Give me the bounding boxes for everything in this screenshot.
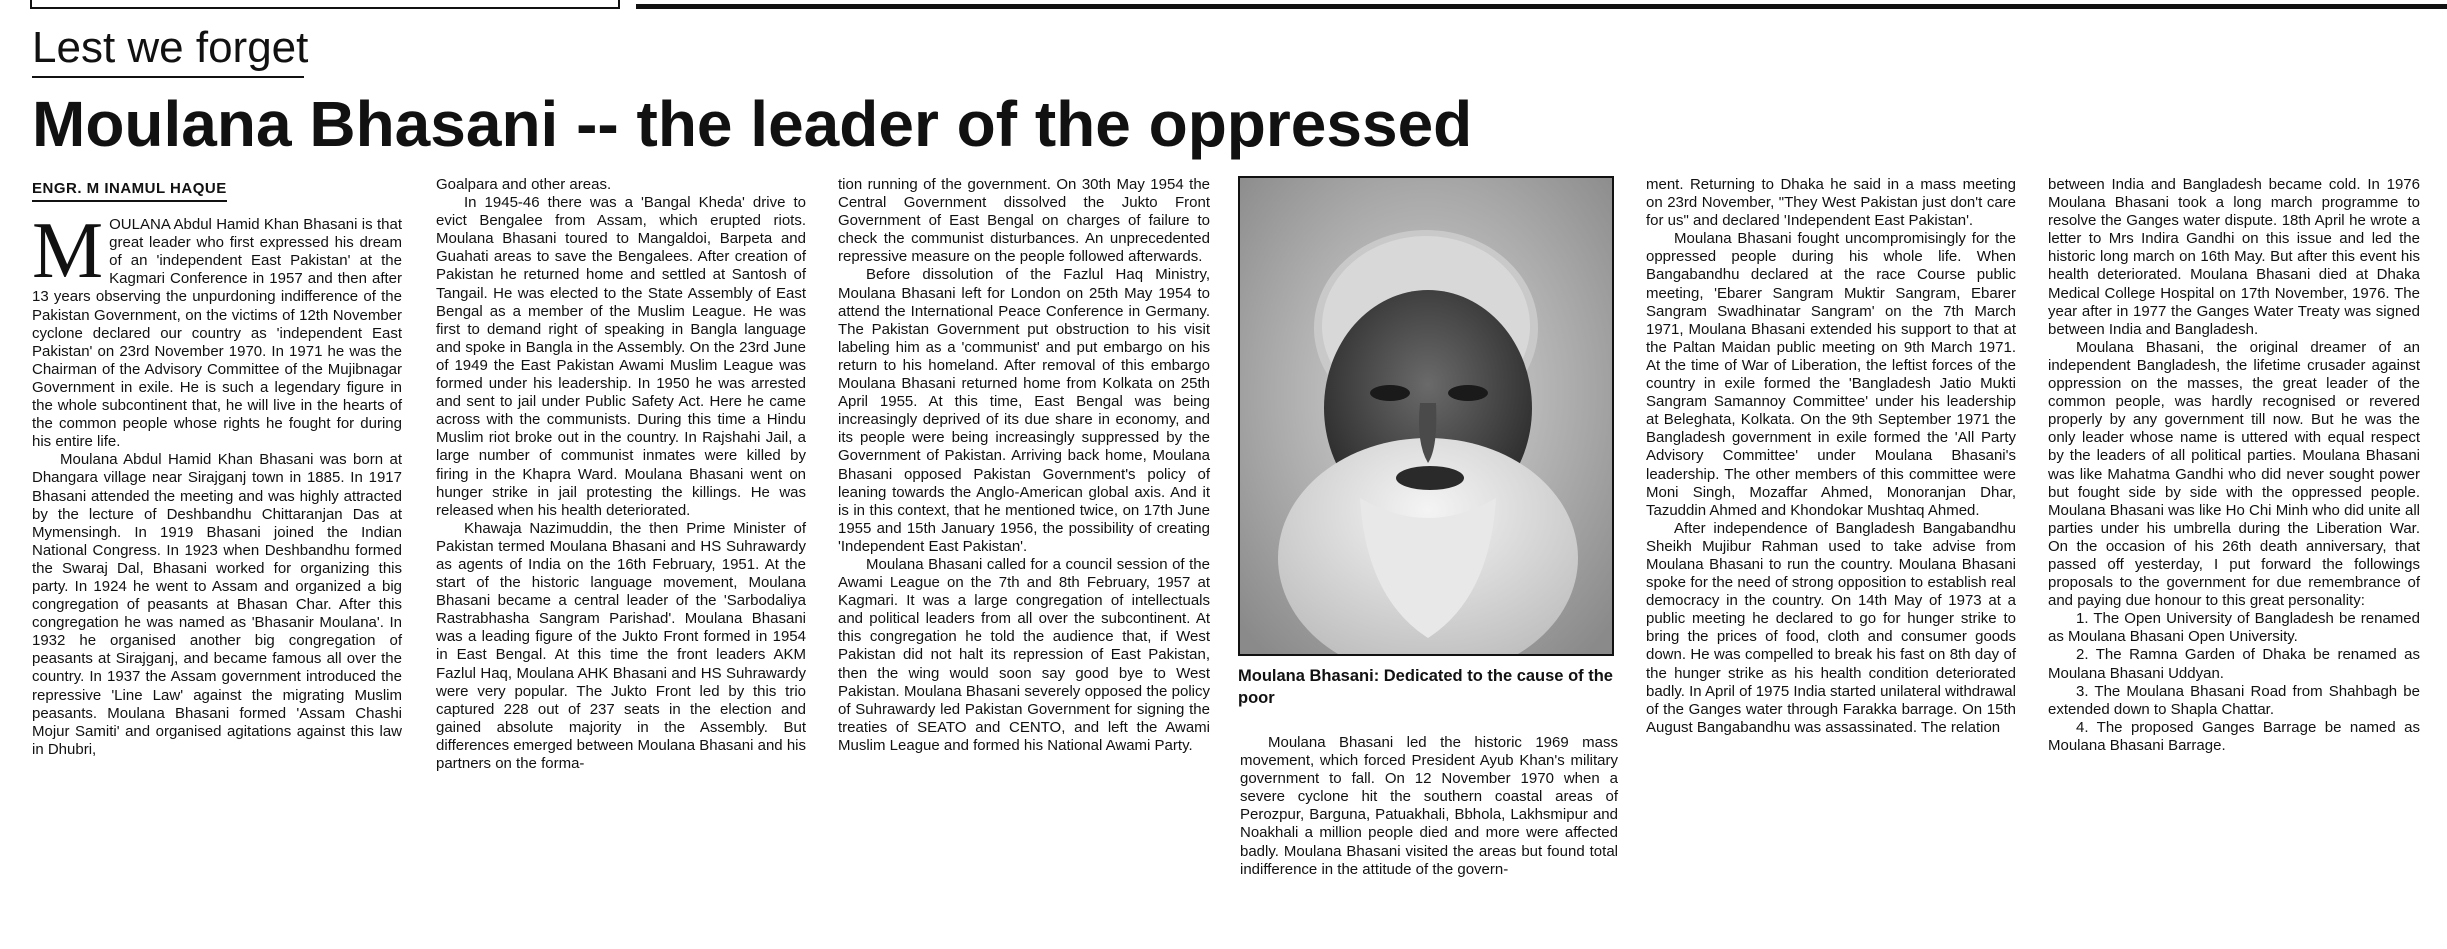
article-column-6 (2048, 176, 2420, 755)
article-column-4 (1240, 734, 1618, 879)
paragraph: Goalpara and other areas. (436, 176, 612, 193)
kicker-underline (32, 76, 304, 78)
paragraph: After independence of Bangladesh Bangabandhu Sheikh Mujibur Rahman used to take advise from Moulana Bhasani to run the country. Moulana Bhasani spoke for the need of strong opposition to establish real democracy in the country. On 14th May of 1973 at a public meeting he declared to go for hunger strike to bring the prices of food, cloth and consumer goods down. He was compelled to break his fast on 8th day of the hunger strike as his health condition deteriorated badly. In April of 1975 India started unilateral withdrawal of the Ganges water through Farakka barrage. On 15th August Bangabandhu was assassinated. The relation (1646, 519, 2016, 736)
byline: ENGR. M INAMUL HAQUE (32, 180, 227, 202)
paragraph: Before dissolution of the Fazlul Haq Ministry, Moulana Bhasani left for London on 25th May 1954 to attend the International Peace Conference in Germany. The Pakistan Government put obstruction to his visit labeling him as a 'communist' and put embargo on his return to his homeland. After removal of this embargo Moulana Bhasani returned home from Kolkata on 25th April 1955. At this time, East Bengal was being increasingly deprived of its due share in economy, and its people were being increasingly suppressed by the Government of Pakistan. Arriving back home, Moulana Bhasani opposed Pakistan Government's policy of leaning towards the Anglo-American global axis. And it is in this context, that he mentioned twice, on 17th June 1955 and 15th January 1956, the possibility of creating 'Independent East Pakistan'. (838, 266, 1210, 555)
article-column-5 (1646, 176, 2016, 737)
article-column-1 (32, 176, 402, 759)
article-column-3 (838, 176, 1210, 755)
paragraph: Moulana Bhasani led the historic 1969 mass movement, which forced President Ayub Khan's military government to fall. On 12 November 1970 when a severe cyclone hit the southern coastal areas of Perozpur, Barguna, Patuakhali, Bbhola, Lakhsmipur and Noakhali a million people died and more were affected badly. Moulana Bhasani visited the areas but found total indifference in the attitude of the govern- (1240, 734, 1618, 878)
article-headline: Moulana Bhasani -- the leader of the oppressed (32, 88, 1473, 160)
photo-caption: Moulana Bhasani: Dedicated to the cause of the poor (1238, 667, 1613, 707)
paragraph: tion running of the government. On 30th May 1954 the Central Government dissolved the Jukto Front Government of East Bengal on charges of failure to check the communist disturbances. An unprecedented repressive measure on the people followed afterwards. (838, 176, 1210, 266)
proposal-item: 1. The Open University of Bangladesh be renamed as Moulana Bhasani Open University. (2048, 610, 2420, 646)
paragraph: Moulana Bhasani called for a council session of the Awami League on the 7th and 8th February, 1957 at Kagmari. It was a large congregation of intellectuals and political leaders from all over the subcontinent. At this congregation he told the audience that, if West Pakistan did not halt its repression of East Pakistan, then the wing would soon say good bye to West Pakistan. Moulana Bhasani severely opposed the policy of Suhrawardy led Pakistan Government for signing the treaties of SEATO and CENTO, and left the Awami Muslim League and formed his National Awami Party. (838, 555, 1210, 754)
section-kicker: Lest we forget (32, 23, 309, 72)
portrait-photo (1238, 176, 1614, 656)
lead-paragraph (32, 207, 402, 451)
paragraph: between India and Bangladesh became cold. In 1976 Moulana Bhasani took a long march programme to resolve the Ganges water dispute. 18th April he wrote a letter to Mrs Indira Gandhi on this issue and led the historic long march on 16th May. But after this event his health deteriorated. Moulana Bhasani died at Dhaka Medical College Hospital on 17th November, 1976. The year after in 1977 the Ganges Water Treaty was signed between India and Bangladesh. (2048, 176, 2420, 338)
paragraph: Moulana Abdul Hamid Khan Bhasani was born at Dhangara village near Sirajganj town in 1885. In 1917 Bhasani attended the meeting and was highly attracted by the lecture of Deshbandhu Chittaranjan Das at Mymensingh. In 1919 Bhasani joined the Indian National Congress. In 1923 when Deshbandhu formed the Swaraj Dal, Bhasani worked for organizing this party. In 1924 he went to Assam and organized a big congregation of peasants at Bhasan Char. After this congregation he was named as 'Bhasanir Moulana'. In 1932 he organised another big congregation of peasants at Sirajganj, and became famous all over the country. In 1937 the Assam government introduced the repressive 'Line Law' against the migrating Muslim peasants. Moulana Bhasani formed 'Assam Chashi Mojur Samiti' and organised agitations against this law in Dhubri, (32, 451, 402, 758)
paragraph: In 1945-46 there was a 'Bangal Kheda' drive to evict Bengalee from Assam, which erupted riots. Moulana Bhasani toured to Mangaldoi, Barpeta and Guahati areas to save the Bengalees. After creation of Pakistan he returned home and settled at Santosh of Tangail. He was elected to the State Assembly of East Bengal as a member of the Muslim League. He was first to demand right of speaking in Bangla language and spoke in Bangla in the Assembly. On the 23rd June of 1949 the East Pakistan Awami Muslim League was formed under his leadership. In 1950 he was arrested and sent to jail under Public Safety Act. Here he came across with the communists. During this time a Hindu Muslim riot broke out in the country. In Rajshahi Jail, a large number of communist inmates were killed by firing in the Khapra Ward. Moulana Bhasani went on hunger strike in jail protesting the killings. He was released when his health deteriorated. (436, 194, 806, 519)
proposal-item: 3. The Moulana Bhasani Road from Shahbagh be extended down to Shapla Chattar. (2048, 682, 2420, 718)
paragraph: Moulana Bhasani, the original dreamer of an independent Bangladesh, the lifetime crusader against oppression on the masses, the great leader of the common people, was hardly recognised or revered properly by any government till now. But he was the only leader whose name is uttered with equal respect by the leaders of all political parties. Moulana Bhasani was like Mahatma Gandhi who did never sought power but fought side by side with the oppressed people. Moulana Bhasani was like Ho Chi Minh who did unite all parties under his umbrella during the Liberation War. On the occasion of his 26th death anniversary, that passed off yesterday, I put forward the followings proposals to the government for due remembrance of and paying due honour to this great personality: (2048, 338, 2420, 610)
paragraph: ment. Returning to Dhaka he said in a mass meeting on 23rd November, "They West Pakistan just don't care for us" and declared 'Independent East Pakistan'. (1646, 176, 2016, 230)
lead-paragraph-text: OULANA Abdul Hamid Khan Bhasani is that great leader who first expressed his dream of an 'independent East Pakistan' at the Kagmari Conference in 1957 and then after 13 years observing the unpurdoning indifference of the Pakistan Government, on the victims of 12th November cyclone declared our country as 'independent East Pakistan' on 23rd November 1970. In 1971 he was the Chairman of the Advisory Committee of the Mujibnagar Government in exile. He is such a legendary figure in the whole subcontinent that, he will live in the hearts of the common people whose rights he fought for during his entire life. (32, 216, 402, 451)
paragraph: Khawaja Nazimuddin, the then Prime Minister of Pakistan termed Moulana Bhasani and HS Suhrawardy as agents of India on the 16th February, 1951. At the start of the historic language movement, Moulana Bhasani became a central leader of the 'Sarbodaliya Rastrabhasha Sangram Parishad'. Moulana Bhasani was a leading figure of the Jukto Front formed in 1954 in East Bengal. At this time the front leaders AKM Fazlul Haq, Moulana AHK Bhasani and HS Suhrawardy were very popular. The Jukto Front led by this trio captured 228 out of 237 seats in the election and gained absolute majority in the Assembly. But differences emerged between Moulana Bhasani and his partners on the forma- (436, 519, 806, 772)
top-rule-right (636, 4, 2447, 9)
article-column-2 (436, 176, 806, 773)
proposal-item: 2. The Ramna Garden of Dhaka be renamed as Moulana Bhasani Uddyan. (2048, 646, 2420, 682)
top-rule-left (30, 0, 620, 9)
portrait-illustration (1240, 178, 1612, 654)
drop-cap: M (32, 207, 104, 296)
paragraph: Moulana Bhasani fought uncompromisingly for the oppressed people during his whole life. When Bangabandhu declared at the race Course public meeting, 'Ebarer Sangram Muktir Sangram, Ebarer Sangram Swadhinatar Sangram' on the 7th March 1971, Moulana Bhasani extended his support to that at the Paltan Maidan public meeting on 9th March 1971. At the time of War of Liberation, the leftist forces of the country in exile formed the 'Bangladesh Jatio Mukti Sangram Samannoy Committee' under his leadership at Beleghata, Kolkata. On the 9th September 1971 the Bangladesh government in exile formed the 'All Party Advisory Committee' under Moulana Bhasani's leadership. The other members of this committee were Moni Singh, Mozaffar Ahmed, Monoranjan Dhar, Tazuddin Ahmed and Khondokar Mushtaq Ahmed. (1646, 230, 2016, 519)
proposal-item: 4. The proposed Ganges Barrage be named as Moulana Bhasani Barrage. (2048, 718, 2420, 754)
